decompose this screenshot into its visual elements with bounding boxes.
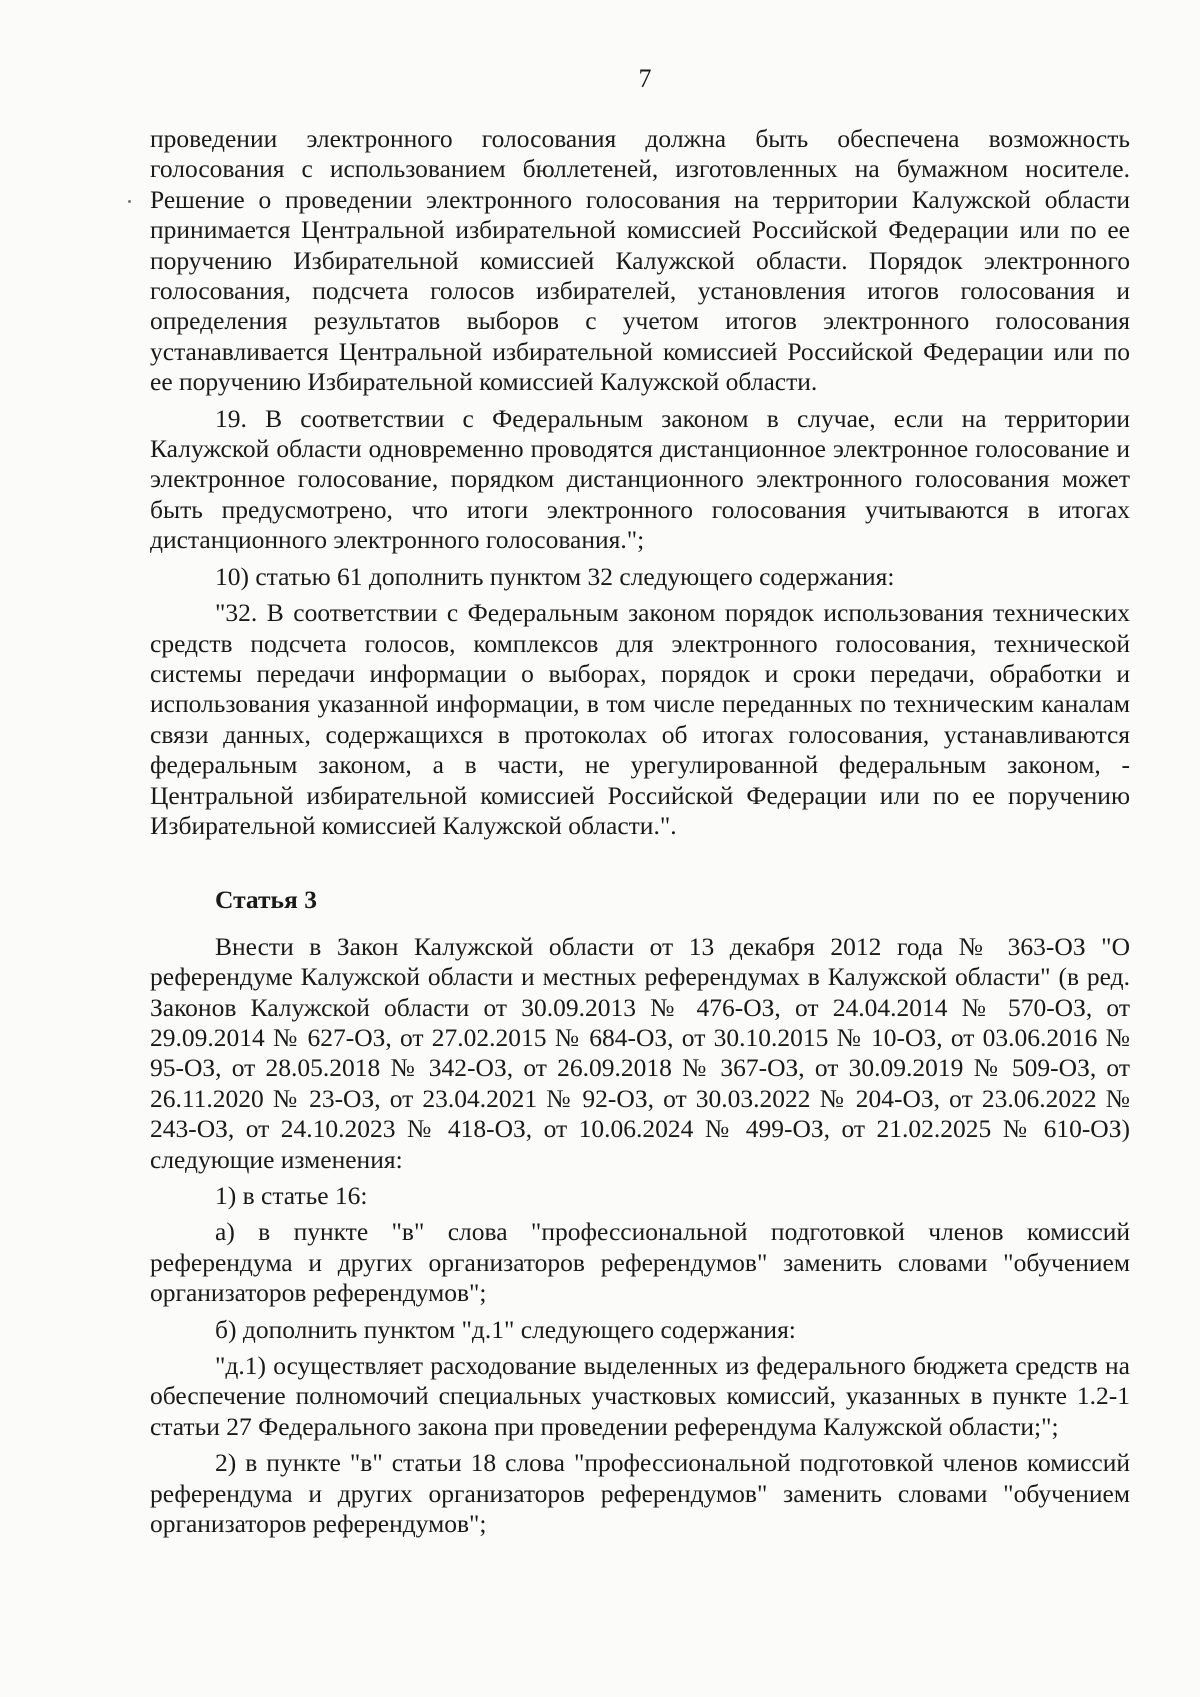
scan-speck xyxy=(128,200,131,203)
paragraph-amendment-10: 10) статью 61 дополнить пунктом 32 следующего содержания: xyxy=(215,561,895,591)
article-intro-paragraph: Внести в Закон Калужской области от 13 декабря 2012 года № 363-ОЗ "О референдуме Калужской области и местных референдумах в Калужской области" (в ред. Законов Калужской области от 30.09.2013 № 476-ОЗ, от 24.04.2014 № 570-ОЗ, от 29.09.2014 № 627-ОЗ, от 27.02.2015 № 684-ОЗ, от 30.10.2015 № 10-ОЗ, от 03.06.2016 № 95-ОЗ, от 28.05.2018 № 342-ОЗ, от 26.09.2018 № 367-ОЗ, от 30.09.2019 № 509-ОЗ, от 26.11.2020 № 23-ОЗ, от 23.04.2021 № 92-ОЗ, от 30.03.2022 № 204-ОЗ, от 23.06.2022 № 243-ОЗ, от 24.10.2023 № 418-ОЗ, от 10.06.2024 № 499-ОЗ, от 21.02.2025 № 610-ОЗ) следующие изменения: xyxy=(150,931,1130,1174)
article-heading: Статья 3 xyxy=(215,885,317,915)
paragraph-item-d1: "д.1) осуществляет расходование выделенных из федерального бюджета средств на обеспечение полномочий специальных участковых комиссий, указанных в пункте 1.2-1 статьи 27 Федерального закона при проведении референдума Калужской области;"; xyxy=(150,1351,1130,1441)
paragraph-subitem-b: б) дополнить пунктом "д.1" следующего содержания: xyxy=(215,1314,796,1344)
paragraph-amendment-2: 2) в пункте "в" статьи 18 слова "профессиональной подготовкой членов комиссий референдума и других организаторов референдумов" заменить словами "обучением организаторов референдумов"; xyxy=(150,1448,1130,1539)
page-number: 7 xyxy=(638,64,652,93)
paragraph-item-19: 19. В соответствии с Федеральным законом в случае, если на территории Калужской области одновременно проводятся дистанционное электронное голосование и электронное голосование, порядком дистанционного электронного голосования может быть предусмотрено, что итоги электронного голосования учитываются в итогах дистанционного электронного голосования."; xyxy=(150,403,1130,555)
paragraph-continuation: проведении электронного голосования должна быть обеспечена возможность голосования с использованием бюллетеней, изготовленных на бумажном носителе. Решение о проведении электронного голосования на территории Калужской области принимается Центральной избирательной комиссией Российской Федерации или по ее поручению Избирательной комиссией Калужской области. Порядок электронного голосования, подсчета голосов избирателей, установления итогов голосования и определения результатов выборов с учетом итогов электронного голосования устанавливается Центральной избирательной комиссией Российской Федерации или по ее поручению Избирательной комиссией Калужской области. xyxy=(150,124,1130,397)
paragraph-amendment-1: 1) в статье 16: xyxy=(215,1181,368,1210)
paragraph-item-32: "32. В соответствии с Федеральным законом порядок использования технических средств подсчета голосов, комплексов для электронного голосования, технической системы передачи информации о выборах, порядок и сроки передачи, обработки и использования указанной информации, в том числе переданных по техническим каналам связи данных, содержащихся в протоколах об итогах голосования, устанавливаются федеральным законом, а в части, не урегулированной федеральным законом, - Центральной избирательной комиссией Российской Федерации или по ее поручению Избирательной комиссией Калужской области.". xyxy=(150,598,1130,840)
paragraph-subitem-a: а) в пункте "в" слова "профессиональной подготовкой членов комиссий референдума и других организаторов референдумов" заменить словами "обучением организаторов референдумов"; xyxy=(150,1217,1130,1308)
document-body xyxy=(150,124,1130,1539)
